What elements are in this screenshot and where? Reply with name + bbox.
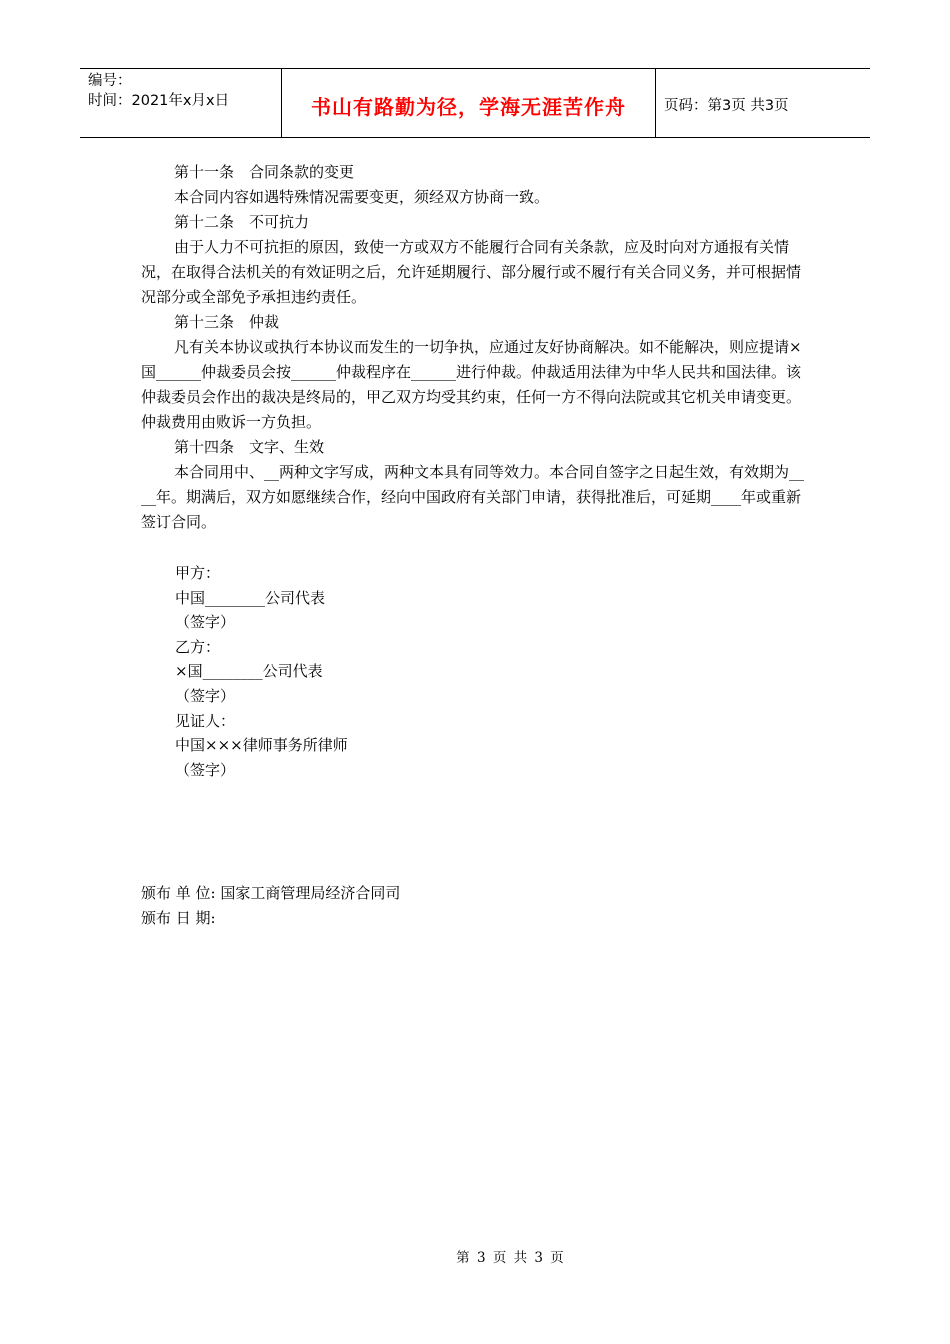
article-13-title: 第十三条 仲裁 — [174, 313, 280, 331]
party-a-label: 甲方： — [175, 564, 221, 582]
publication-info — [141, 881, 400, 931]
document-number-label: 编号： — [88, 73, 132, 89]
article-12-title: 第十二条 不可抗力 — [174, 213, 310, 231]
page-footer — [0, 1246, 950, 1266]
party-b-company: ×国________公司代表 — [175, 662, 323, 681]
header-motto: 书山有路勤为径，学海无涯苦作舟 — [311, 94, 626, 119]
signature-block — [175, 561, 348, 782]
article-12-body: 由于人力不可抗拒的原因，致使一方或双方不能履行合同有关条款，应及时向对方通报有关情况，在取得合法机关的有效证明之后，允许延期履行、部分履行或不履行有关合同义务，并可根据情况部分或全部免予承担违约责任。 — [141, 238, 802, 306]
header-page-label: 页码：第3页 共3页 — [664, 97, 789, 114]
header-meta-cell — [80, 69, 282, 137]
article-14-body: 本合同用中、__两种文字写成，两种文本具有同等效力。本合同自签字之日起生效，有效期为____年。期满后，双方如愿继续合作，经向中国政府有关部门申请，获得批准后，可延期____年或重新签订合同。 — [141, 463, 805, 531]
publication-issuer: 颁布 单 位: 国家工商管理局经济合同司 — [141, 884, 401, 902]
header-page-cell — [656, 69, 870, 137]
witness-label: 见证人： — [175, 711, 236, 730]
article-13-body: 凡有关本协议或执行本协议而发生的一切争执，应通过友好协商解决。如不能解决，则应提请×国______仲裁委员会按______仲裁程序在______进行仲裁。仲裁适用法律为中华人民共和国法律。该仲裁委员会作出的裁决是终局的，甲乙双方均受其约束，任何一方不得向法院或其它机关申请变更。仲裁费用由败诉一方负担。 — [141, 338, 802, 431]
witness-signature: （签字） — [175, 760, 236, 779]
header-motto-cell — [282, 69, 656, 137]
party-a-company: 中国________公司代表 — [175, 588, 326, 607]
party-b-signature: （签字） — [175, 686, 236, 705]
publication-date: 颁布 日 期: — [141, 909, 216, 927]
party-a-signature: （签字） — [175, 613, 236, 632]
document-header — [80, 68, 870, 138]
article-11-body: 本合同内容如遇特殊情况需要变更，须经双方协商一致。 — [174, 188, 550, 206]
party-b-label: 乙方： — [175, 637, 221, 656]
contract-body — [141, 160, 811, 535]
footer-page-number: 第 3 页 共 3 页 — [456, 1250, 564, 1266]
document-time-label: 时间：2021年x月x日 — [88, 93, 230, 109]
witness-firm: 中国×××律师事务所律师 — [175, 736, 348, 755]
article-14-title: 第十四条 文字、生效 — [174, 438, 325, 456]
article-11-title: 第十一条 合同条款的变更 — [174, 163, 355, 181]
